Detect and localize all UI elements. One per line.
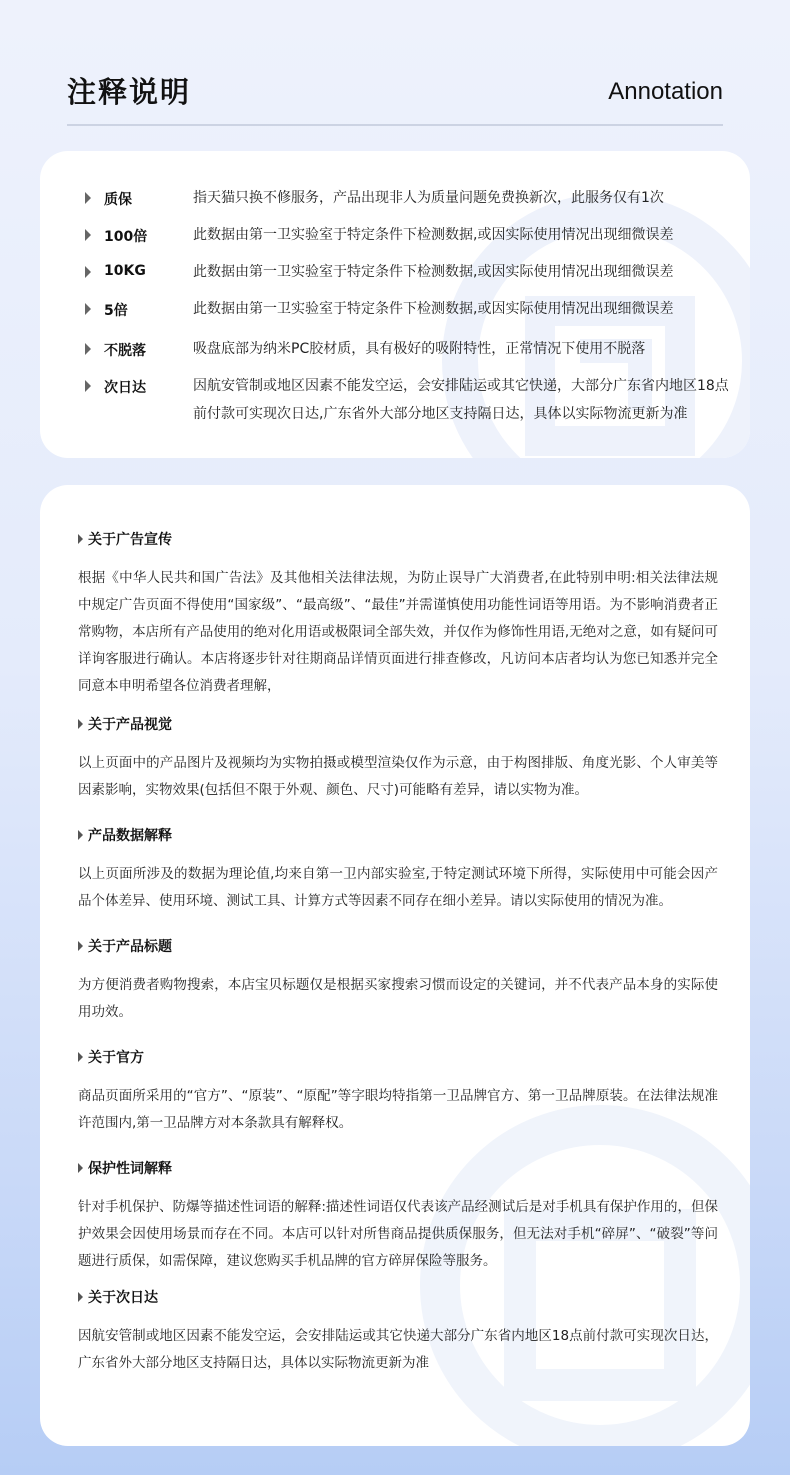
spec-row-100x [40, 222, 750, 252]
section-title: 产品数据解释 [88, 828, 172, 844]
spec-desc: 此数据由第一卫实验室于特定条件下检测数据,或因实际使用情况出现细微误差 [193, 227, 674, 243]
page-header [67, 70, 723, 126]
caret-right-icon [85, 303, 91, 315]
section-body: 因航安管制或地区因素不能发空运，会安排陆运或其它快递大部分广东省内地区18点前付款可实现次日达，广东省外大部分地区支持隔日达，具体以实际物流更新为准 [78, 1328, 718, 1371]
section-body: 以上页面所涉及的数据为理论值,均来自第一卫内部实验室,于特定测试环境下所得，实际使用中可能会因产品个体差异、使用环境、测试工具、计算方式等因素不同存在细小差异。请以实际使用的情况为准。 [78, 866, 718, 909]
spec-label: 10KG [104, 263, 146, 279]
spec-row-5x [40, 296, 750, 326]
caret-right-icon [78, 1052, 83, 1062]
spec-row-10kg [40, 259, 750, 289]
section-product-visual [78, 714, 718, 804]
spec-label: 100倍 [104, 229, 148, 245]
header-divider [67, 124, 723, 126]
spec-row-warranty [40, 185, 750, 215]
spec-label: 不脱落 [104, 343, 146, 359]
section-title: 关于官方 [88, 1050, 144, 1066]
caret-right-icon [85, 343, 91, 355]
caret-right-icon [78, 1292, 83, 1302]
section-title: 关于产品视觉 [88, 717, 172, 733]
section-title: 保护性词解释 [88, 1161, 172, 1177]
caret-right-icon [78, 830, 83, 840]
caret-right-icon [85, 192, 91, 204]
spec-desc: 此数据由第一卫实验室于特定条件下检测数据,或因实际使用情况出现细微误差 [193, 301, 674, 317]
caret-right-icon [78, 719, 83, 729]
section-body: 为方便消费者购物搜索，本店宝贝标题仅是根据买家搜索习惯而设定的关键词，并不代表产品本身的实际使用功效。 [78, 977, 718, 1020]
caret-right-icon [85, 380, 91, 392]
section-product-title [78, 936, 718, 1026]
section-official [78, 1047, 718, 1137]
section-title: 关于广告宣传 [88, 532, 172, 548]
spec-label: 5倍 [104, 303, 128, 319]
spec-desc: 吸盘底部为纳米PC胶材质，具有极好的吸附特性，正常情况下使用不脱落 [193, 341, 646, 357]
caret-right-icon [78, 534, 83, 544]
caret-right-icon [85, 266, 91, 278]
section-body: 商品页面所采用的“官方”、“原装”、“原配”等字眼均特指第一卫品牌官方、第一卫品牌原装。在法律法规准许范围内,第一卫品牌方对本条款具有解释权。 [78, 1088, 718, 1131]
section-next-day [78, 1287, 718, 1377]
spec-label: 次日达 [104, 380, 146, 396]
section-body: 针对手机保护、防爆等描述性词语的解释:描述性词语仅代表该产品经测试后是对手机具有保护作用的，但保护效果会因使用场景而存在不同。本店可以针对所售商品提供质保服务，但无法对手机“碎屏”、“破裂”等问题进行质保，如需保障，建议您购买手机品牌的官方碎屏保险等服务。 [78, 1199, 718, 1269]
spec-desc: 因航安管制或地区因素不能发空运，会安排陆运或其它快递，大部分广东省内地区18点前付款可实现次日达,广东省外大部分地区支持隔日达，具体以实际物流更新为准 [193, 378, 729, 422]
spec-row-next-day [40, 373, 750, 433]
section-title: 关于次日达 [88, 1290, 158, 1306]
section-body: 根据《中华人民共和国广告法》及其他相关法律法规，为防止误导广大消费者,在此特别申明:相关法律法规中规定广告页面不得使用“国家级”、“最高级”、“最佳”并需谨慎使用功能性词语等用语。为不影响消费者正常购物，本店所有产品使用的绝对化用语或极限词全部失效，并仅作为修饰性用语,无绝对之意，如有疑问可详询客服进行确认。本店将逐步针对往期商品详情页面进行排查修改，凡访问本店者均认为您已知悉并完全同意本申明希望各位消费者理解， [78, 570, 718, 694]
spec-definitions-card [40, 151, 750, 458]
caret-right-icon [78, 941, 83, 951]
caret-right-icon [78, 1163, 83, 1173]
section-protective-terms [78, 1158, 718, 1275]
page-subtitle: Annotation [608, 78, 723, 105]
spec-label: 质保 [104, 192, 132, 208]
notices-card [40, 485, 750, 1446]
section-title: 关于产品标题 [88, 939, 172, 955]
spec-desc: 指天猫只换不修服务，产品出现非人为质量问题免费换新次，此服务仅有1次 [193, 190, 664, 206]
spec-desc: 此数据由第一卫实验室于特定条件下检测数据,或因实际使用情况出现细微误差 [193, 264, 674, 280]
section-product-data [78, 825, 718, 915]
page-title: 注释说明 [67, 75, 192, 109]
section-advertising [78, 529, 718, 700]
spec-row-no-fall [40, 336, 750, 366]
caret-right-icon [85, 229, 91, 241]
section-body: 以上页面中的产品图片及视频均为实物拍摄或模型渲染仅作为示意，由于构图排版、角度光影、个人审美等因素影响，实物效果(包括但不限于外观、颜色、尺寸)可能略有差异，请以实物为准。 [78, 755, 718, 798]
